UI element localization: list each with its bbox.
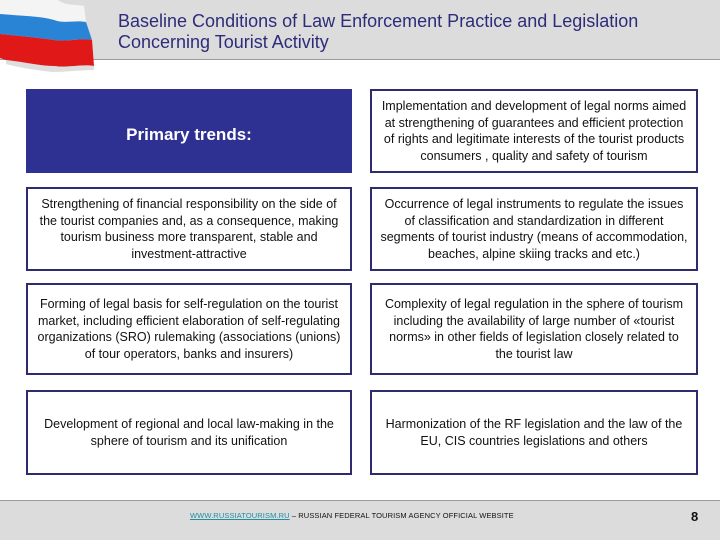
trend-text: Strengthening of financial responsibility on the side of the tourist companies and, as a consequence, making tourism business more transparent, stable and investment-attractive — [39, 197, 339, 261]
title-line-1: Baseline Conditions of Law Enforcement Practice and Legislation — [118, 11, 639, 31]
trend-box-financial-responsibility — [26, 187, 352, 271]
footer-band — [0, 500, 720, 540]
title-line-2: Concerning Tourist Activity — [118, 32, 329, 52]
trend-text: Occurrence of legal instruments to regulate the issues of classification and standardization in different segments of tourist industry (means of accommodation, beaches, alpine skiing tracks and etc.) — [380, 197, 688, 261]
trend-text: Forming of legal basis for self-regulation on the tourist market, including efficient elaboration of self-regulating organizations (SRO) rulemaking (associations (unions) of tour operators, banks and insurers) — [37, 297, 341, 361]
primary-trends-label: Primary trends: — [126, 125, 252, 145]
slide-title — [118, 11, 708, 53]
trend-box-complexity — [370, 283, 698, 375]
trend-box-regional-lawmaking — [26, 390, 352, 475]
footer-separator: – — [289, 511, 299, 520]
trend-text: Complexity of legal regulation in the sphere of tourism including the availability of large number of «tourist norms» in other fields of legislation closely related to the tourist law — [384, 297, 684, 361]
trend-box-legal-instruments — [370, 187, 698, 271]
trend-text: Development of regional and local law-making in the sphere of tourism and its unification — [44, 417, 334, 448]
trend-box-self-regulation — [26, 283, 352, 375]
trend-text: Harmonization of the RF legislation and the law of the EU, CIS countries legislations and others — [385, 417, 683, 448]
russian-flag-icon — [0, 0, 96, 74]
footer-caption — [190, 511, 514, 520]
trend-box-harmonization — [370, 390, 698, 475]
footer-agency-text: RUSSIAN FEDERAL TOURISM AGENCY OFFICIAL WEBSITE — [298, 511, 514, 520]
primary-trends-header — [26, 89, 352, 173]
trend-box-implementation — [370, 89, 698, 173]
page-number: 8 — [691, 509, 699, 524]
website-link[interactable]: WWW.RUSSIATOURISM.RU — [190, 511, 290, 520]
trend-text: Implementation and development of legal norms aimed at strengthening of guarantees and efficient protection of rights and legitimate interests of the tourist products consumers , quality and safety of tourism — [381, 99, 687, 163]
